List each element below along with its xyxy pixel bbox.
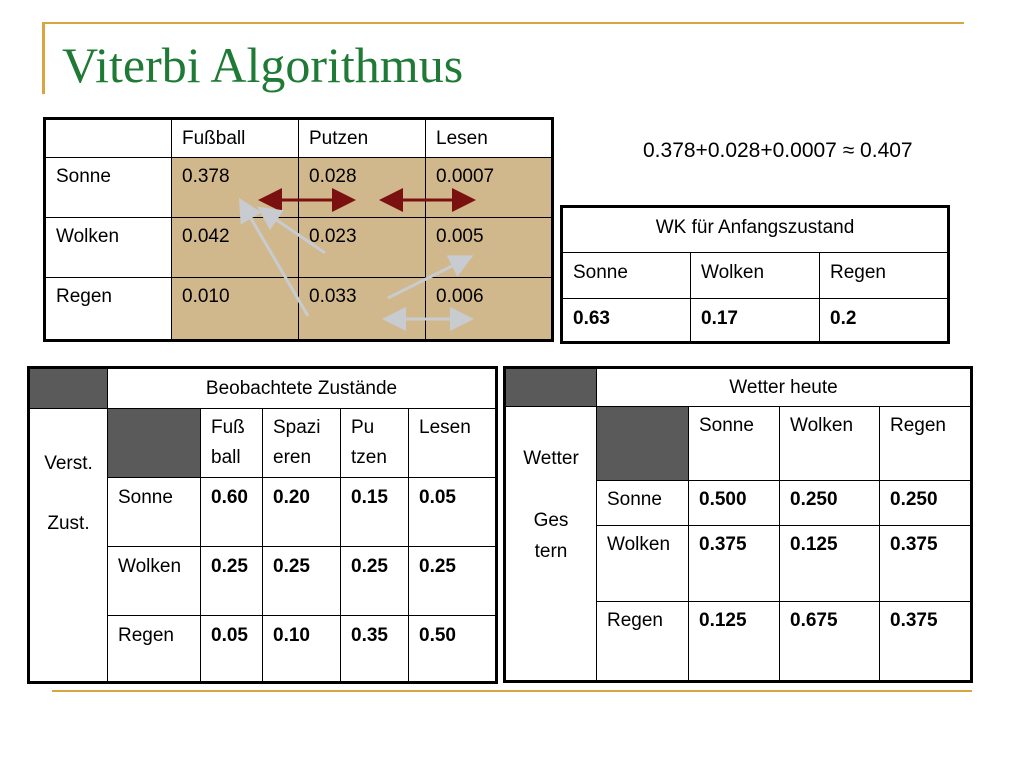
row-label: Sonne [45,158,172,218]
table-header: Wetter heute [597,368,972,407]
side-label-line: tern [534,541,568,562]
table-cell: 0.028 [299,158,426,218]
table-cell: 0.006 [426,278,553,341]
table-cell: 0.25 [409,547,497,616]
column-header-line: Lesen [419,417,471,438]
column-header [341,409,409,478]
formula-text: 0.378+0.028+0.0007 ≈ 0.407 [643,139,913,162]
column-header-line: Pu [351,417,375,438]
column-header-line: Fuß [211,417,245,438]
table-cell: 0.63 [562,299,691,343]
header-cell: Fußball [172,119,299,158]
table-cell: 0.25 [341,547,409,616]
header-cell: Lesen [426,119,553,158]
table-cell: 0.0007 [426,158,553,218]
table-cell: 0.010 [172,278,299,341]
column-header: Regen [880,407,972,481]
transition-table [503,366,973,683]
table-cell: 0.50 [409,616,497,683]
column-header-line: ball [211,447,241,468]
table-cell: 0.005 [426,218,553,278]
column-header: Sonne [689,407,780,481]
column-header-line: Spazi [273,417,321,438]
row-label: Sonne [108,478,201,547]
column-header-line: tzen [351,447,387,468]
side-label-line: Wetter [523,448,579,469]
table-cell: 0.125 [689,602,780,682]
column-header-line: eren [273,447,312,468]
gray-arrow [388,258,468,298]
table-cell: 0.35 [341,616,409,683]
row-label: Wolken [597,526,689,602]
table-cell: 0.033 [299,278,426,341]
emission-table [27,366,498,684]
corner-cell [505,368,597,407]
row-label: Regen [597,602,689,682]
side-label-line: Verst. [44,453,93,474]
header-cell: Sonne [562,253,691,299]
column-header [201,409,263,478]
table-cell: 0.125 [780,526,880,602]
table-title: WK für Anfangszustand [562,207,949,253]
row-label: Wolken [108,547,201,616]
header-cell: Wolken [691,253,820,299]
header-cell: Regen [820,253,949,299]
table-cell: 0.375 [689,526,780,602]
table-cell: 0.250 [880,481,972,526]
table-cell: 0.675 [780,602,880,682]
table-cell: 0.375 [880,526,972,602]
row-label: Regen [108,616,201,683]
table-cell: 0.05 [201,616,263,683]
table-cell: 0.20 [263,478,341,547]
sum-formula [643,136,933,166]
table-cell: 0.25 [263,547,341,616]
corner-cell [29,368,108,409]
subcorner-cell [597,407,689,481]
side-label-line: Zust. [47,513,90,534]
table-cell: 0.60 [201,478,263,547]
table-cell: 0.15 [341,478,409,547]
table-cell: 0.378 [172,158,299,218]
subcorner-cell [108,409,201,478]
column-header: Wolken [780,407,880,481]
table-cell: 0.500 [689,481,780,526]
initial-probability-table [560,205,950,344]
row-label: Regen [45,278,172,341]
column-header [409,409,497,478]
row-label: Wolken [45,218,172,278]
table-cell: 0.05 [409,478,497,547]
table-cell: 0.17 [691,299,820,343]
gray-arrow [262,210,325,253]
table-cell: 0.023 [299,218,426,278]
table-cell: 0.25 [201,547,263,616]
side-label [505,407,597,682]
table-cell: 0.375 [880,602,972,682]
table-header: Beobachtete Zustände [108,368,497,409]
table-cell: 0.10 [263,616,341,683]
table-cell: 0.250 [780,481,880,526]
table-cell: 0.2 [820,299,949,343]
table-cell: 0.042 [172,218,299,278]
side-label [29,409,108,683]
header-cell: Putzen [299,119,426,158]
slide-title: Viterbi Algorithmus [62,37,464,93]
column-header [263,409,341,478]
row-label: Sonne [597,481,689,526]
side-label-line: Ges [533,510,569,531]
